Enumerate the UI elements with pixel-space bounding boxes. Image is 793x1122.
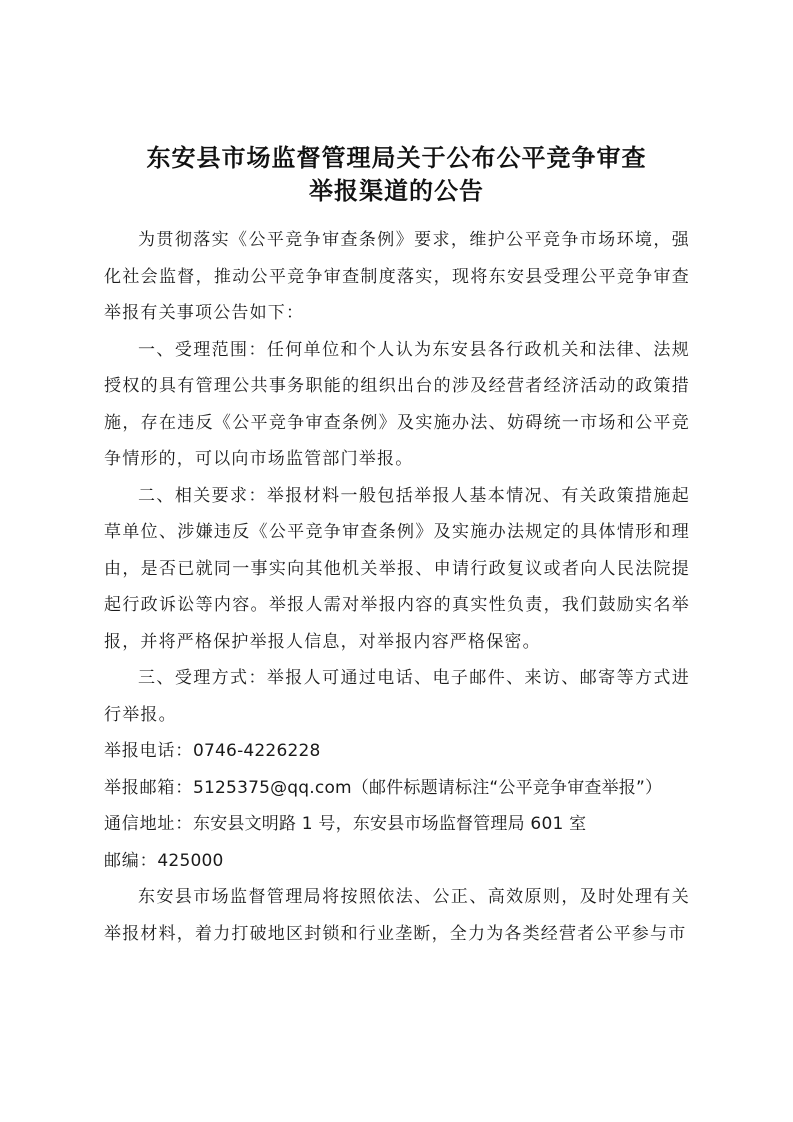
methods-paragraph: 三、受理方式：举报人可通过电话、电子邮件、来访、邮寄等方式进行举报。 — [104, 668, 690, 725]
address-value: 东安县文明路 1 号，东安县市场监督管理局 601 室 — [193, 814, 587, 834]
email-line — [104, 770, 690, 807]
address-line — [104, 806, 690, 843]
closing-paragraph: 东安县市场监督管理局将按照依法、公正、高效原则，及时处理有关举报材料，着力打破地区封锁和行业垄断，全力为各类经营者公平参与市 — [104, 887, 690, 944]
document-title-line-1: 东安县市场监督管理局关于公布公平竞争审查 — [146, 143, 647, 172]
document-title-line-2: 举报渠道的公告 — [309, 176, 484, 205]
scope-paragraph: 一、受理范围：任何单位和个人认为东安县各行政机关和法律、法规授权的具有管理公共事务职能的组织出台的涉及经营者经济活动的政策措施，存在违反《公平竞争审查条例》及实施办法、妨碍统一市场和公平竞争情形的，可以向市场监管部门举报。 — [104, 339, 690, 469]
email-label: 举报邮箱： — [104, 777, 193, 798]
phone-label: 举报电话： — [104, 741, 193, 761]
postcode-label: 邮编： — [104, 850, 158, 871]
postcode-value: 425000 — [157, 850, 224, 871]
phone-line — [104, 733, 690, 770]
postcode-line — [104, 843, 690, 880]
intro-paragraph: 为贯彻落实《公平竞争审查条例》要求，维护公平竞争市场环境，强化社会监督，推动公平竞争审查制度落实，现将东安县受理公平竞争审查举报有关事项公告如下： — [104, 230, 690, 323]
document-body — [104, 222, 690, 952]
address-label: 通信地址： — [104, 814, 193, 834]
email-value: 5125375@qq.com（邮件标题请标注“公平竞争审查举报”） — [193, 777, 663, 798]
requirements-paragraph: 二、相关要求：举报材料一般包括举报人基本情况、有关政策措施起草单位、涉嫌违反《公平竞争审查条例》及实施办法规定的具体情形和理由，是否已就同一事实向其他机关举报、申请行政复议或者向人民法院提起行政诉讼等内容。举报人需对举报内容的真实性负责，我们鼓励实名举报，并将严格保护举报人信息，对举报内容严格保密。 — [104, 485, 690, 652]
phone-value: 0746-4226228 — [193, 741, 321, 761]
